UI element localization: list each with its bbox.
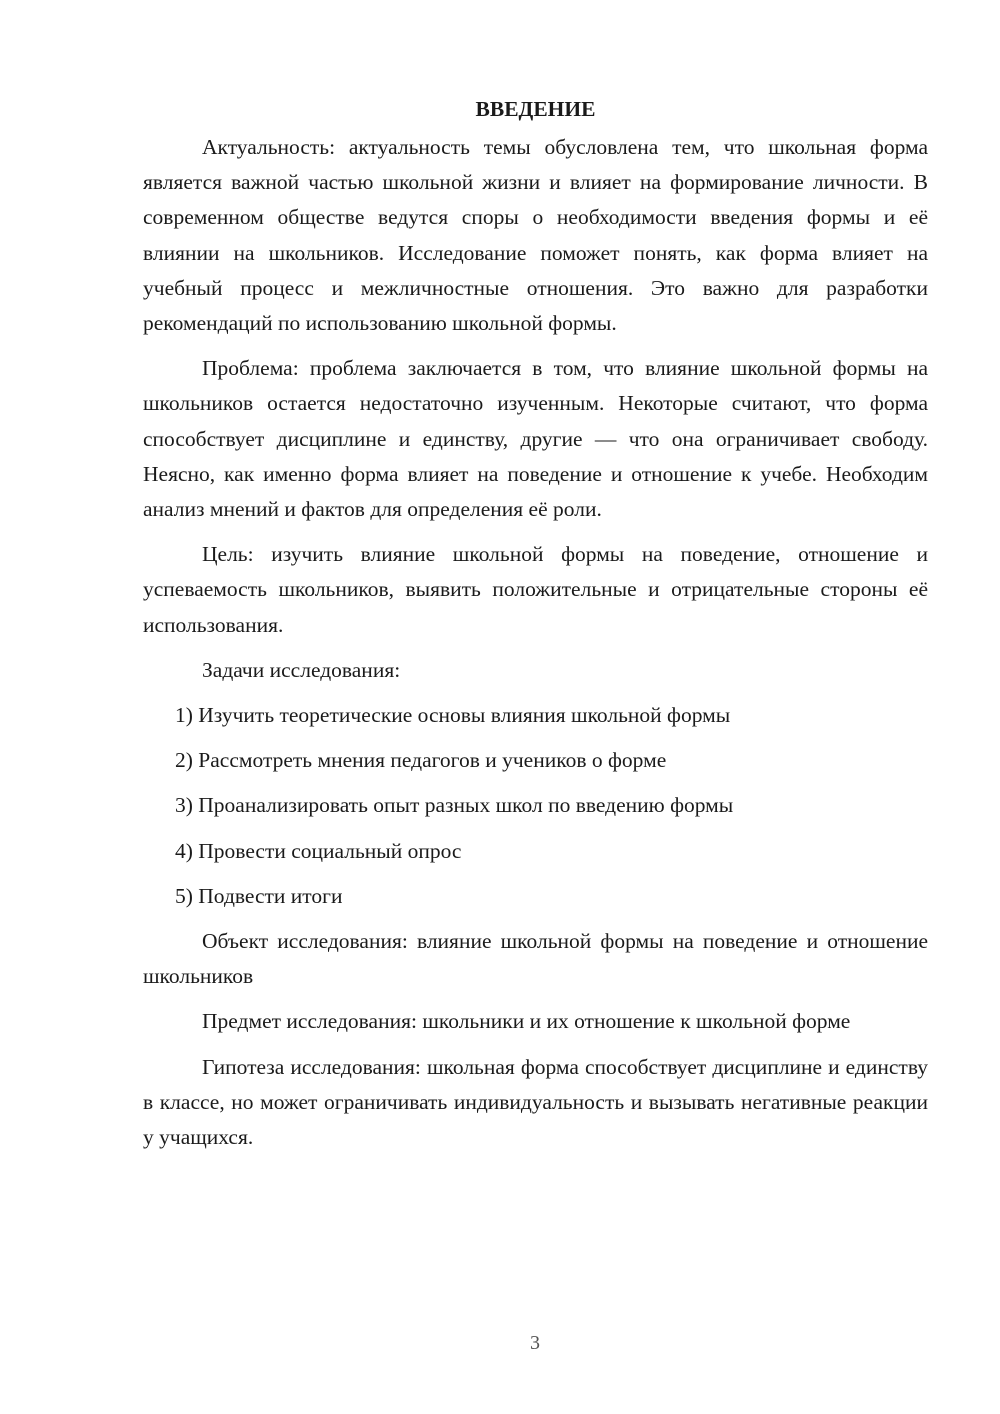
page-number: 3 [530,1332,540,1354]
goal-paragraph: Цель: изучить влияние школьной формы на поведение, отношение и успеваемость школьников, выявить положительные и отрицательные стороны её использования. [143,542,928,637]
task-item: 3) Проанализировать опыт разных школ по введению формы [175,793,734,818]
page-title: ВВЕДЕНИЕ [475,97,596,121]
subject-paragraph: Предмет исследования: школьники и их отношение к школьной форме [202,1009,851,1034]
task-item: 2) Рассмотреть мнения педагогов и учеников о форме [175,748,667,773]
task-item: 4) Провести социальный опрос [175,838,462,863]
task-item: 5) Подвести итоги [175,883,343,908]
hypothesis-paragraph: Гипотеза исследования: школьная форма способствует дисциплине и единству в классе, но может ограничивать индивидуальность и вызывать негативные реакции у учащихся. [143,1054,928,1150]
document-page [143,92,928,1165]
task-item: 1) Изучить теоретические основы влияния школьной формы [175,703,731,728]
tasks-heading: Задачи исследования: [202,657,401,682]
problem-paragraph: Проблема: проблема заключается в том, что влияние школьной формы на школьников остается недостаточно изученным. Некоторые считают, что форма способствует дисциплине и единству, другие — что она ограничивает свободу. Неясно, как именно форма влияет на поведение и отношение к учебе. Необходим анализ мнений и фактов для определения её роли. [143,356,928,522]
relevance-paragraph: Актуальность: актуальность темы обусловлена тем, что школьная форма является важной частью школьной жизни и влияет на формирование личности. В современном обществе ведутся споры о необходимости введения формы и её влиянии на школьников. Исследование поможет понять, как форма влияет на учебный процесс и межличностные отношения. Это важно для разработки рекомендаций по использованию школьной формы. [143,135,928,336]
object-paragraph: Объект исследования: влияние школьной формы на поведение и отношение школьников [143,929,928,989]
